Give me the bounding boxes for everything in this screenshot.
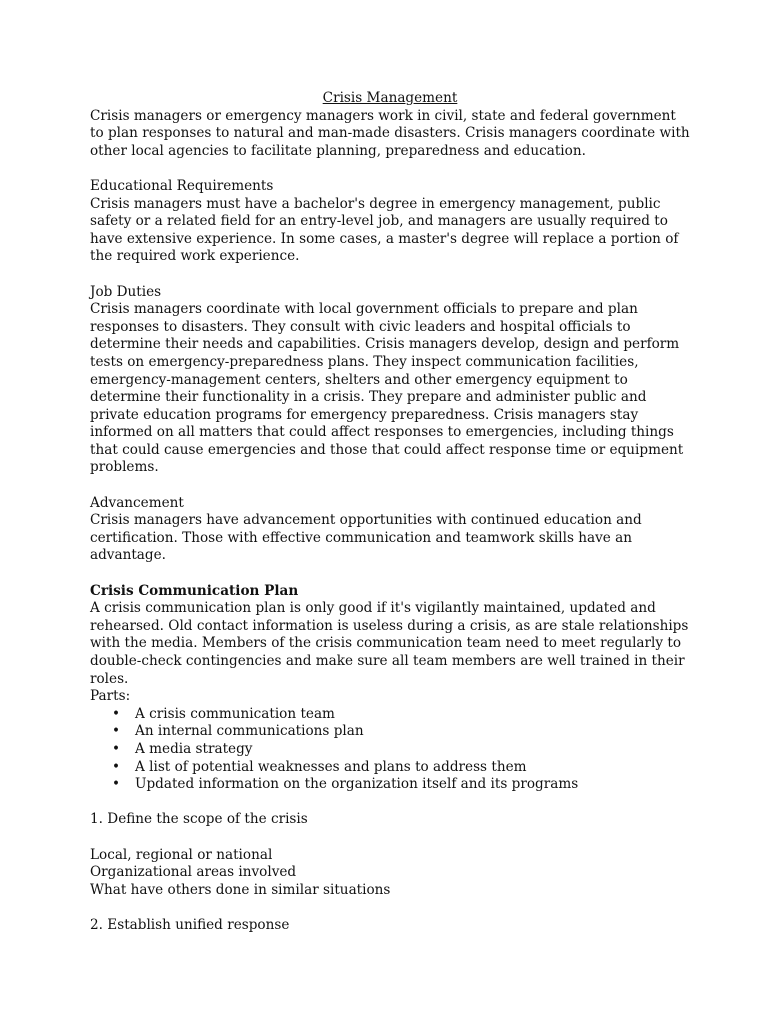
plan-paragraph: A crisis communication plan is only good if it's vigilantly maintained, updated and rehearsed. Old contact information is useless during a crisis, as are stale relationships with the media. Members of the crisis communication team need to meet regularly to double-check contingencies and make sure all team members are well trained in their roles. <box>90 600 689 687</box>
spacer <box>90 160 690 178</box>
step1-heading: 1. Define the scope of the crisis <box>90 811 308 828</box>
list-item <box>90 723 690 741</box>
education-paragraph: Crisis managers must have a bachelor's degree in emergency management, public safety or a related field for an entry-level job, and managers are usually required to have extensive experience. In some cases, a master's degree will replace a portion of the required work experience. <box>90 195 679 265</box>
bullet-icon: • <box>112 740 121 757</box>
spacer <box>90 794 690 812</box>
duties-paragraph: Crisis managers coordinate with local government officials to prepare and plan responses to disasters. They consult with civic leaders and hospital officials to determine their needs and capabilities. Crisis managers develop, design and perform tests on emergency-preparedness plans. They inspect communication facilities, emergency-management centers, shelters and other emergency equipment to determine their functionality in a crisis. They prepare and administer public and private education programs for emergency preparedness. Crisis managers stay informed on all matters that could affect responses to emergencies, including things that could cause emergencies and those that could affect response time or equipment problems. <box>90 301 684 476</box>
list-item-text: A crisis communication team <box>135 705 335 722</box>
list-item <box>90 741 690 759</box>
list-item <box>90 776 690 794</box>
step2-heading: 2. Establish unified response <box>90 916 290 933</box>
list-item <box>90 706 690 724</box>
education-heading: Educational Requirements <box>90 177 274 194</box>
list-item-text: An internal communications plan <box>135 723 364 740</box>
list-item-text: A list of potential weaknesses and plans to address them <box>135 758 527 775</box>
list-item-text: Updated information on the organization itself and its programs <box>135 776 579 793</box>
bullet-icon: • <box>112 705 121 722</box>
list-item-text: A media strategy <box>135 740 253 757</box>
bullet-icon: • <box>112 776 121 793</box>
spacer <box>90 829 690 847</box>
advancement-heading: Advancement <box>90 494 184 511</box>
bullet-icon: • <box>112 723 121 740</box>
list-item <box>90 759 690 777</box>
advancement-paragraph: Crisis managers have advancement opportunities with continued education and certification. Those with effective communication and teamwork skills have an advantage. <box>90 512 642 564</box>
spacer <box>90 477 690 495</box>
parts-label: Parts: <box>90 688 131 705</box>
document-page <box>90 90 690 935</box>
spacer <box>90 266 690 284</box>
spacer <box>90 565 690 583</box>
intro-paragraph: Crisis managers or emergency managers work in civil, state and federal government to plan responses to natural and man-made disasters. Crisis managers coordinate with other local agencies to facilitate planning, preparedness and education. <box>90 107 690 159</box>
step1-line: What have others done in similar situations <box>90 881 391 898</box>
plan-heading: Crisis Communication Plan <box>90 582 299 599</box>
document-title: Crisis Management <box>322 90 458 106</box>
step1-line: Local, regional or national <box>90 846 273 863</box>
bullet-icon: • <box>112 758 121 775</box>
spacer <box>90 899 690 917</box>
duties-heading: Job Duties <box>90 283 162 300</box>
parts-list <box>90 706 690 794</box>
step1-line: Organizational areas involved <box>90 864 297 881</box>
